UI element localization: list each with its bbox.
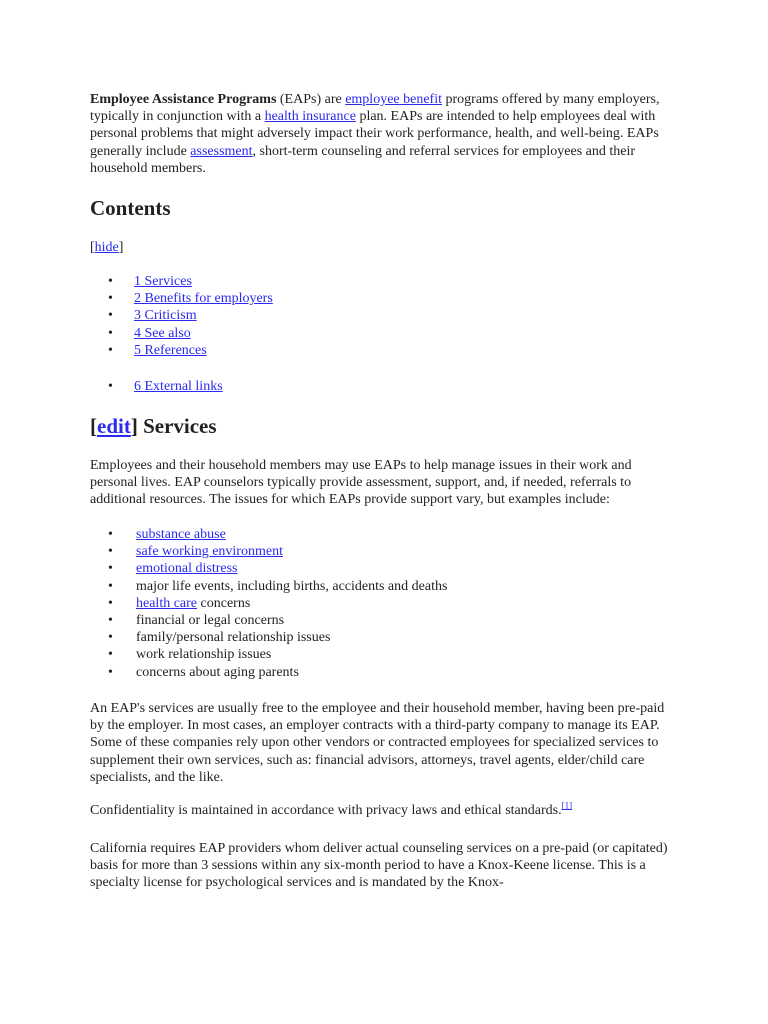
issue-text: concerns [197,595,251,611]
intro-text-3: plan. EAPs are intended to help employees deal with personal problems that might adversely impact their work performance, health, and well-being. EAPs generally include [90,109,659,159]
bullet-icon: • [108,308,113,324]
bold-term: Employee Assistance Programs [90,92,277,107]
bullet-icon: • [108,630,113,646]
intro-text-4: , short-term counseling and referral services for employees and their household members. [90,143,636,176]
issue-item [90,646,680,663]
toc-item-see-also [90,325,680,342]
health-insurance-link[interactable]: health insurance [264,109,356,125]
toc-item-criticism [90,307,680,324]
issue-text: financial or legal concerns [136,612,285,628]
issue-item [90,526,680,543]
bullet-icon: • [108,647,113,663]
reference-link[interactable]: [1] [561,800,573,811]
issue-item [90,664,680,681]
toc-item-benefits [90,290,680,307]
substance-abuse-link[interactable]: substance abuse [136,527,226,542]
bullet-icon: • [108,379,113,394]
intro-paragraph [90,91,680,177]
safe-working-link[interactable]: safe working environment [136,544,283,560]
bullet-icon: • [108,578,113,594]
intro-text-1: (EAPs) are [276,92,346,107]
services-paragraph-2: An EAP's services are usually free to the employee and their household member, having been pre-paid by the employer. In most cases, an employer contracts with a third-party company to manage its EAP. Some of these companies rely upon other vendors or contracted employees for specialized services to supplement their own services, such as: financial advisors, attorneys, travel agents, elder/child care specialists, and the like. [90,701,665,785]
toc-item-external-links [90,378,680,395]
toc-list [90,273,680,359]
assessment-link[interactable]: assessment [190,143,253,159]
issue-item [90,578,680,595]
edit-bracket-open: [ [90,414,97,438]
health-care-link[interactable]: health care [136,595,198,611]
services-heading-text: Services [137,414,217,438]
issue-text: work relationship issues [136,647,272,663]
toc-bracket-close: ] [118,240,124,255]
toc-hide-link[interactable]: hide [94,240,119,255]
issue-item [90,612,680,629]
services-intro-paragraph: Employees and their household members may use EAPs to help manage issues in their work and personal lives. EAP counselors typically provide assessment, support, and, if needed, referrals to additional resources. The issues for which EAPs provide support vary, but examples include: [90,458,632,508]
toc-item-references [90,342,680,359]
employee-benefit-link[interactable]: employee benefit [345,92,442,107]
toc-item-services [90,273,680,290]
intro-text-2: programs offered by many employers, typically in conjunction with a [90,92,660,125]
toc-link[interactable]: 3 Criticism [134,308,197,324]
services-heading [90,413,680,439]
issue-item [90,560,680,577]
bullet-icon: • [108,664,113,680]
confidentiality-text: Confidentiality is maintained in accordance with privacy laws and ethical standards. [90,803,562,818]
bullet-icon: • [108,325,113,341]
contents-heading: Contents [90,196,171,220]
toc-link[interactable]: 2 Benefits for employers [134,291,273,307]
toc-link[interactable]: 1 Services [134,274,192,289]
issue-item [90,629,680,646]
issue-text: family/personal relationship issues [136,630,331,646]
services-paragraph-3 [90,802,680,819]
issue-text: concerns about aging parents [136,664,299,680]
issue-item [90,595,680,612]
issue-text: major life events, including births, accidents and deaths [136,578,448,594]
issues-list [90,526,680,681]
bullet-icon: • [108,544,113,560]
bullet-icon: • [108,561,113,577]
issue-item [90,543,680,560]
bullet-icon: • [108,274,113,289]
services-paragraph-4: California requires EAP providers whom deliver actual counseling services on a pre-paid (or capitated) basis for more than 3 sessions within any six-month period to have a Knox-Keene license. This is a specialty license for psychological services and is mandated by the Knox- [90,841,668,891]
toc-toggle [90,239,680,256]
edit-bracket-close: ] [130,414,138,438]
toc-bracket-open: [ [90,240,95,255]
toc-link[interactable]: 6 External links [134,379,223,394]
edit-link[interactable]: edit [97,414,131,438]
toc-list-extra [90,378,680,395]
bullet-icon: • [108,342,113,358]
emotional-distress-link[interactable]: emotional distress [136,561,238,577]
bullet-icon: • [108,595,113,611]
toc-link[interactable]: 5 References [134,342,207,358]
bullet-icon: • [108,612,113,628]
bullet-icon: • [108,291,113,307]
toc-link[interactable]: 4 See also [134,325,191,341]
bullet-icon: • [108,527,113,542]
